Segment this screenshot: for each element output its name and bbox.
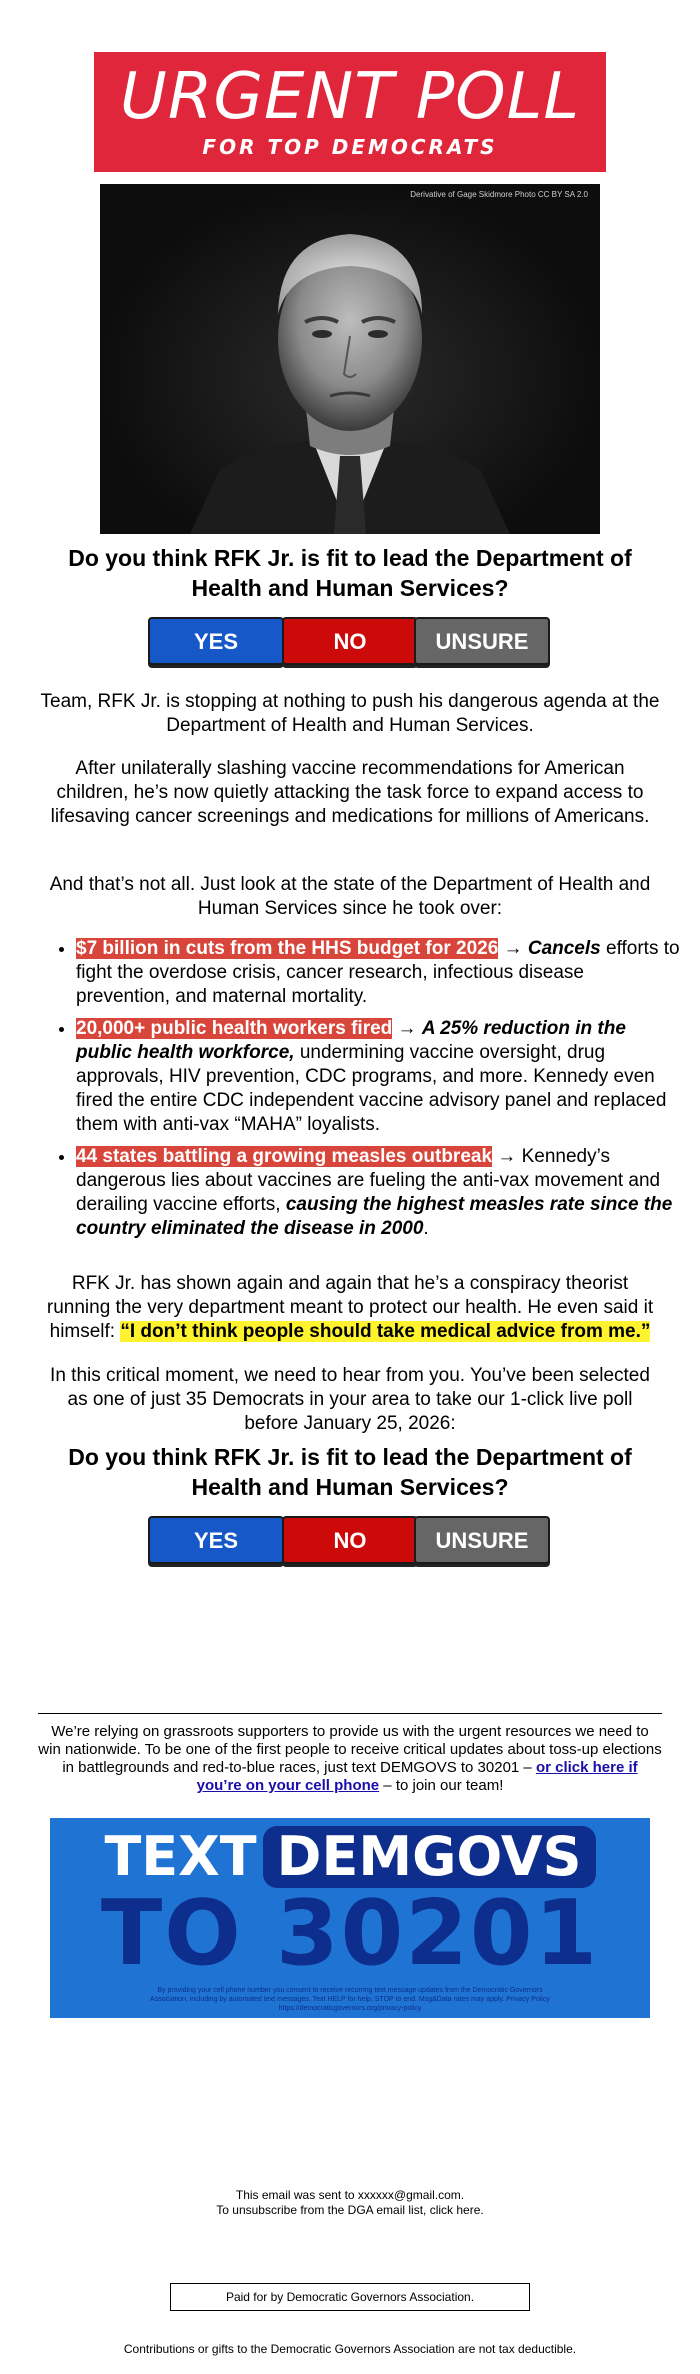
- grassroots-paragraph: [38, 1723, 662, 1795]
- bullet-budget-cuts: [76, 937, 680, 1009]
- yes-button-bottom[interactable]: YES: [148, 1516, 284, 1564]
- paid-for-box: Paid for by Democratic Governors Association.: [170, 2283, 530, 2311]
- state-of-hhs-paragraph: And that’s not all. Just look at the state of the Department of Health and Human Services since he took over:: [49, 874, 651, 919]
- sent-to-notice: This email was sent to xxxxxx@gmail.com.: [235, 2188, 465, 2202]
- cell-phone-link[interactable]: or click here if you’re on your cell phone: [196, 1759, 638, 1794]
- no-button-top[interactable]: NO: [282, 617, 418, 665]
- measles-end: .: [423, 1218, 429, 1239]
- selected-paragraph: In this critical moment, we need to hear from you. You’ve been selected as one of just 35 Democrats in your area to take our 1-click live poll before January 25, 2026:: [50, 1365, 650, 1434]
- ad-fine-print: By providing your cell phone number you consent to receive recurring text message updates from the Democratic Governors Association, including by automated text messages. Text HELP for help, STOP to end. Msg&Data rates may apply. Privacy Policy https://democraticgovernors.org/privacy-policy: [150, 1987, 550, 2012]
- banner-title: URGENT POLL: [120, 60, 580, 134]
- tax-deductible-notice: Contributions or gifts to the Democratic Governors Association are not tax deductible.: [123, 2342, 577, 2356]
- measles-detail: Kennedy’s dangerous lies about vaccines are fueling the anti-vax movement and derailing vaccine efforts,: [76, 1146, 661, 1215]
- ad-keyword-pill: DEMGOVS: [263, 1826, 596, 1888]
- photo-credit: Derivative of Gage Skidmore Photo CC BY SA 2.0: [410, 190, 588, 199]
- intro-paragraph: Team, RFK Jr. is stopping at nothing to push his dangerous agenda at the Department of Health and Human Services.: [40, 691, 660, 736]
- budget-cuts-detail: efforts to fight the overdose crisis, cancer research, infectious disease prevention, and maternal mortality.: [76, 938, 680, 1007]
- no-button-bottom[interactable]: NO: [282, 1516, 418, 1564]
- arrow: →: [492, 1146, 522, 1167]
- workers-fired-detail: undermining vaccine oversight, drug approvals, HIV prevention, CDC programs, and more. Kennedy even fired the entire CDC independent vaccine advisory panel and replaced them with anti-vax “MAHA” loyalists.: [76, 1042, 667, 1135]
- arrow: →: [392, 1018, 422, 1039]
- bullet-workers-fired: [76, 1017, 680, 1137]
- arrow: →: [498, 938, 528, 959]
- poll-buttons-top: [0, 617, 700, 669]
- workers-fired-highlight: 20,000+ public health workers fired: [76, 1018, 393, 1039]
- hhs-bullet-list: [58, 937, 680, 1249]
- ad-text-line: [50, 1826, 650, 1888]
- section-divider: [38, 1713, 662, 1714]
- conspiracy-text: RFK Jr. has shown again and again that he’s a conspiracy theorist running the very department meant to protect our health. He even said it himself:: [46, 1273, 654, 1342]
- bullet-measles: [76, 1145, 680, 1241]
- ad-number-line: TO 30201: [100, 1881, 600, 1986]
- text-demgovs-graphic[interactable]: [50, 1818, 650, 2018]
- poll-question-bottom: Do you think RFK Jr. is fit to lead the Department of Health and Human Services?: [68, 1444, 632, 1500]
- vaccine-paragraph: After unilaterally slashing vaccine recommendations for American children, he’s now quietly attacking the task force to expand access to lifesaving cancer screenings and medications for millions of Americans.: [50, 758, 650, 827]
- measles-rate-text: causing the highest measles rate since the country eliminated the disease in 2000: [76, 1194, 673, 1239]
- workforce-reduction-text: A 25% reduction in the public health workforce,: [76, 1018, 626, 1063]
- portrait-illustration: [100, 184, 600, 534]
- unsubscribe-link[interactable]: To unsubscribe from the DGA email list, click here.: [216, 2203, 484, 2217]
- poll-question-top: Do you think RFK Jr. is fit to lead the Department of Health and Human Services?: [68, 545, 632, 601]
- conspiracy-paragraph: [40, 1272, 660, 1344]
- measles-highlight: 44 states battling a growing measles outbreak: [76, 1146, 493, 1167]
- cancels-text: Cancels: [527, 938, 601, 959]
- rfk-portrait-photo[interactable]: [100, 184, 600, 534]
- unsure-button-bottom[interactable]: UNSURE: [414, 1516, 550, 1564]
- grassroots-text: We’re relying on grassroots supporters to provide us with the urgent resources we need to win nationwide. To be one of the first people to receive critical updates about toss-up elections in battlegrounds and red-to-blue races, just text DEMGOVS to 30201 –: [38, 1723, 662, 1776]
- budget-cuts-highlight: $7 billion in cuts from the HHS budget for 2026: [76, 938, 499, 959]
- grassroots-end: – to join our team!: [379, 1777, 504, 1794]
- ad-text-word: TEXT: [104, 1825, 257, 1888]
- yes-button-top[interactable]: YES: [148, 617, 284, 665]
- medical-advice-quote: “I don’t think people should take medical advice from me.”: [120, 1321, 651, 1342]
- urgent-poll-banner[interactable]: [94, 52, 606, 172]
- poll-buttons-bottom: [0, 1516, 700, 1568]
- unsure-button-top[interactable]: UNSURE: [414, 617, 550, 665]
- banner-subtitle: FOR TOP DEMOCRATS: [202, 135, 498, 159]
